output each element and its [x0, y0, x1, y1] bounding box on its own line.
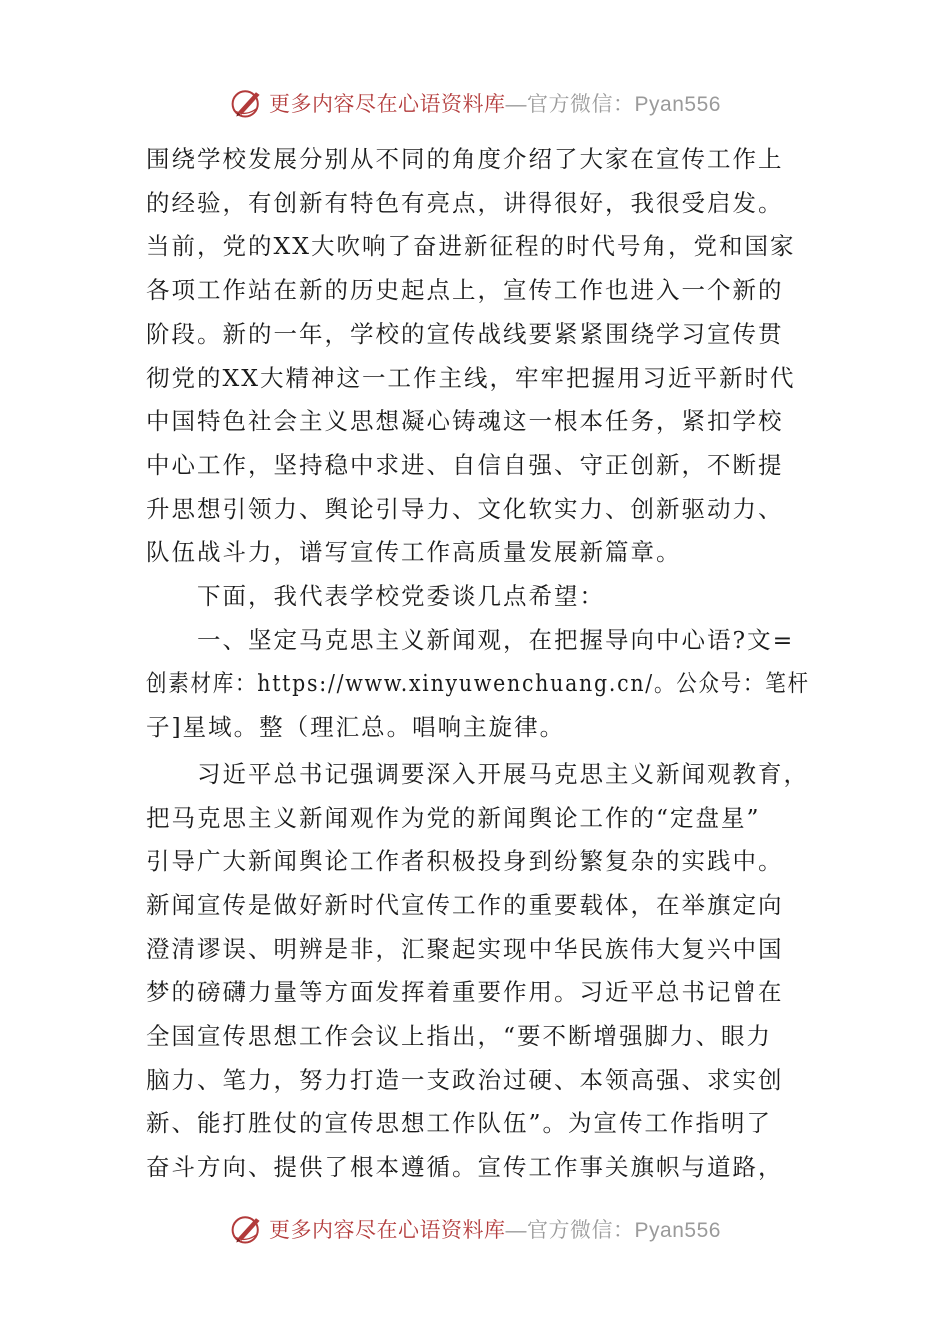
text-line: 各项工作站在新的历史起点上，宣传工作也进入一个新的	[146, 276, 784, 305]
header-banner	[0, 83, 950, 123]
text-line: 新、能打胜仗的宣传思想工作队伍”。为宣传工作指明了	[146, 1109, 773, 1138]
text-line: 下面，我代表学校党委谈几点希望：	[146, 582, 605, 611]
header-gray-text: —官方微信：Pyan556	[505, 93, 721, 116]
text-line: 习近平总书记强调要深入开展马克思主义新闻观教育，	[146, 759, 809, 788]
header-red-text: 更多内容尽在心语资料库	[269, 92, 506, 116]
text-line: 奋斗方向、提供了根本遵循。宣传工作事关旗帜与道路，	[146, 1153, 784, 1182]
header-text	[269, 88, 721, 118]
text-line: 中心工作，坚持稳中求进、自信自强、守正创新，不断提	[146, 450, 784, 479]
pen-circle-logo-icon	[229, 85, 265, 121]
text-line: 新闻宣传是做好新时代宣传工作的重要载体，在举旗定向	[146, 890, 784, 919]
text-line: 队伍战斗力，谱写宣传工作高质量发展新篇章。	[146, 538, 682, 567]
paragraph-2	[146, 575, 810, 619]
text-line: 澄清谬误、明辨是非，汇聚起实现中华民族伟大复兴中国	[146, 934, 784, 963]
document-body	[146, 138, 810, 1190]
text-line: 一、坚定马克思主义新闻观，在把握导向中心语?文=	[146, 625, 795, 654]
footer-gray-text: —官方微信：Pyan556	[505, 1219, 721, 1242]
text-line: 脑力、笔力，努力打造一支政治过硬、本领高强、求实创	[146, 1065, 784, 1094]
paragraph-4	[146, 753, 810, 1190]
text-line: 中国特色社会主义思想凝心铸魂这一根本任务，紧扣学校	[146, 407, 784, 436]
text-line: 彻党的XX大精神这一工作主线，牢牢把握用习近平新时代	[146, 363, 796, 392]
text-line: 引导广大新闻舆论工作者积极投身到纷繁复杂的实践中。	[146, 847, 784, 876]
paragraph-3	[146, 619, 810, 750]
pen-circle-logo-icon	[229, 1211, 265, 1247]
text-line: 阶段。新的一年，学校的宣传战线要紧紧围绕学习宣传贯	[146, 319, 784, 348]
text-line: 当前，党的XX大吹响了奋进新征程的时代号角，党和国家	[146, 232, 796, 261]
footer-banner	[0, 1209, 950, 1249]
text-line: 子]星域。整（理汇总。唱响主旋律。	[146, 713, 566, 742]
footer-text	[269, 1214, 721, 1244]
text-line: 的经验，有创新有特色有亮点，讲得很好，我很受启发。	[146, 188, 784, 217]
paragraph-1	[146, 138, 810, 575]
footer-red-text: 更多内容尽在心语资料库	[269, 1218, 506, 1242]
text-line: 把马克思主义新闻观作为党的新闻舆论工作的“定盘星”	[146, 803, 761, 832]
text-line: 升思想引领力、舆论引导力、文化软实力、创新驱动力、	[146, 494, 784, 523]
text-line: 全国宣传思想工作会议上指出，“要不断增强脚力、眼力	[146, 1022, 773, 1051]
text-line: 梦的磅礴力量等方面发挥着重要作用。习近平总书记曾在	[146, 978, 784, 1007]
text-line: 围绕学校发展分别从不同的角度介绍了大家在宣传工作上	[146, 145, 784, 173]
text-line: 创素材库：https://www.xinyuwenchuang.cn/。公众号：笔杆	[146, 669, 810, 698]
